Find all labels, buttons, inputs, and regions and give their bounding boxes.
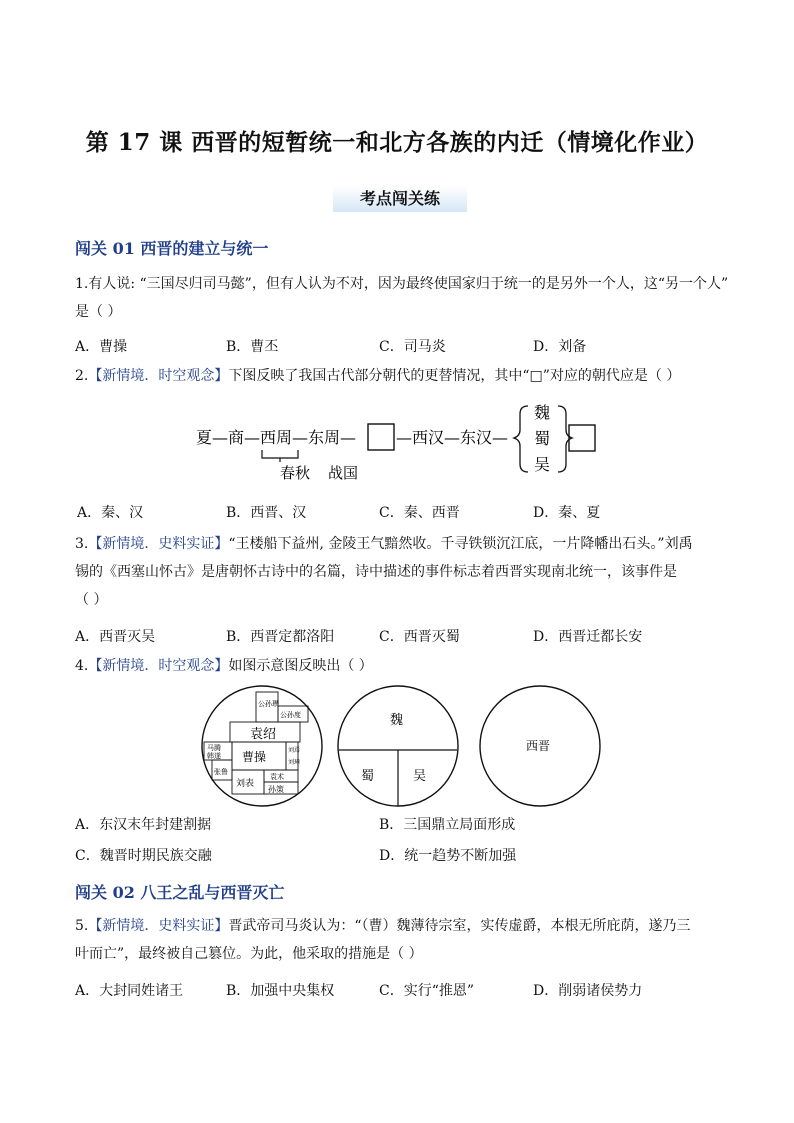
branch-zhanguo: 战国 bbox=[328, 464, 359, 482]
option-c[interactable]: C．司马炎 bbox=[379, 339, 446, 355]
question-tag: 【新情境．时空观念】 bbox=[88, 368, 229, 384]
dynasty-chain-figure bbox=[180, 392, 620, 488]
question-1-options bbox=[75, 336, 735, 358]
question-text: 如图示意图反映出（ ） bbox=[228, 658, 373, 674]
option-a[interactable]: A．大封同姓诸王 bbox=[75, 983, 184, 999]
warlord-liuyan: 刘焉 bbox=[288, 747, 301, 754]
option-c[interactable]: C．魏晋时期民族交融 bbox=[75, 848, 212, 864]
question-4-options-row-1 bbox=[75, 814, 735, 836]
question-4 bbox=[75, 652, 735, 680]
warlord-hansui: 韩遂 bbox=[207, 752, 221, 760]
question-2 bbox=[75, 362, 735, 390]
option-a[interactable]: A．东汉末年封建割据 bbox=[75, 817, 212, 833]
question-3 bbox=[75, 530, 735, 614]
option-d[interactable]: D．西晋迁都长安 bbox=[533, 629, 643, 645]
warlord-sunce: 孙策 bbox=[268, 785, 284, 794]
question-tag: 【新情境．史料实证】 bbox=[88, 918, 229, 934]
question-text-cont: 锡的《西塞山怀古》是唐朝怀古诗中的名篇，诗中描述的事件标志着西晋实现南北统一，该事件是 bbox=[75, 564, 677, 580]
question-tag: 【新情境．时空观念】 bbox=[88, 658, 229, 674]
question-text-cont: （ ） bbox=[75, 592, 108, 608]
warlord-gongsundu: 公孙度 bbox=[280, 711, 301, 719]
option-c[interactable]: C．西晋灭蜀 bbox=[379, 629, 460, 645]
warlord-liubiao: 刘表 bbox=[236, 779, 255, 789]
question-1 bbox=[75, 270, 735, 326]
question-text: 下图反映了我国古代部分朝代的更替情况，其中“□”对应的朝代应是（ ） bbox=[228, 368, 681, 384]
option-a[interactable]: A．秦、汉 bbox=[77, 505, 144, 521]
warlord-zhanglu: 张鲁 bbox=[214, 768, 228, 776]
option-b[interactable]: B．西晋、汉 bbox=[226, 505, 307, 521]
option-d[interactable]: D．刘备 bbox=[533, 339, 587, 355]
question-text-cont: 叶而亡”，最终被自己篡位。为此，他采取的措施是（ ） bbox=[75, 946, 423, 962]
section-heading-1: 闯关 01 西晋的建立与统一 bbox=[75, 239, 269, 258]
option-b[interactable]: B．三国鼎立局面形成 bbox=[379, 817, 516, 833]
question-number: 4. bbox=[75, 658, 89, 674]
region-shu: 蜀 bbox=[361, 769, 375, 784]
question-2-options bbox=[75, 502, 735, 524]
option-a[interactable]: A．曹操 bbox=[75, 339, 128, 355]
question-number: 2. bbox=[75, 368, 89, 384]
region-wu: 吴 bbox=[413, 769, 427, 784]
section-banner: 考点闯关练 bbox=[333, 186, 467, 212]
question-text: 有人说: “三国尽归司马懿”，但有人认为不对，因为最终使国家归于统一的是另外一个人，这“另一个人” bbox=[88, 276, 729, 292]
option-c[interactable]: C．实行“推恩” bbox=[379, 983, 475, 999]
option-b[interactable]: B．加强中央集权 bbox=[226, 983, 335, 999]
option-d[interactable]: D．秦、夏 bbox=[533, 505, 601, 521]
question-3-options bbox=[75, 626, 735, 648]
kingdom-wei: 魏 bbox=[534, 403, 551, 422]
option-d[interactable]: D．统一趋势不断加强 bbox=[379, 848, 517, 864]
question-number: 5. bbox=[75, 918, 89, 934]
question-text: 晋武帝司马炎认为：“（曹）魏薄待宗室，实传虚爵，本根无所庇荫，遂乃三 bbox=[228, 918, 691, 934]
region-wei: 魏 bbox=[390, 713, 404, 728]
kingdom-shu: 蜀 bbox=[534, 429, 551, 448]
question-text-cont: 是（ ） bbox=[75, 304, 122, 320]
question-4-options-row-2 bbox=[75, 845, 735, 867]
section-heading-2: 闯关 02 八王之乱与西晋灭亡 bbox=[75, 883, 285, 902]
warlord-caocao: 曹操 bbox=[242, 750, 267, 764]
warlord-yuanshao: 袁绍 bbox=[250, 727, 277, 742]
branch-chunqiu: 春秋 bbox=[280, 464, 311, 482]
option-d[interactable]: D．削弱诸侯势力 bbox=[533, 983, 643, 999]
region-xijin: 西晋 bbox=[526, 739, 551, 753]
page-title: 第 17 课 西晋的短暂统一和北方各族的内迁（情境化作业） bbox=[85, 129, 709, 156]
question-number: 1. bbox=[75, 276, 89, 292]
unification-diagram bbox=[198, 684, 608, 808]
option-b[interactable]: B．曹丕 bbox=[226, 339, 279, 355]
warlord-mateng: 马腾 bbox=[207, 744, 221, 752]
question-tag: 【新情境．史料实证】 bbox=[88, 536, 229, 552]
option-b[interactable]: B．西晋定都洛阳 bbox=[226, 629, 335, 645]
kingdom-wu: 吴 bbox=[534, 455, 551, 474]
option-c[interactable]: C．秦、西晋 bbox=[379, 505, 460, 521]
option-a[interactable]: A．西晋灭吴 bbox=[75, 629, 156, 645]
question-5 bbox=[75, 912, 735, 968]
warlord-gongsunzan: 公孙瓒 bbox=[258, 700, 279, 708]
warlord-yuanshu: 袁术 bbox=[270, 773, 284, 781]
question-text: “王楼船下益州, 金陵王气黯然收。千寻铁锁沉江底，一片降幡出石头。”刘禹 bbox=[228, 536, 693, 552]
dynasty-chain-text: 夏—商—西周—东周— bbox=[196, 428, 357, 447]
question-5-options bbox=[75, 980, 735, 1002]
question-number: 3. bbox=[75, 536, 89, 552]
dynasty-chain-text-2: —西汉—东汉— bbox=[396, 428, 509, 447]
warlord-liuzhang: 刘璋 bbox=[288, 759, 301, 766]
